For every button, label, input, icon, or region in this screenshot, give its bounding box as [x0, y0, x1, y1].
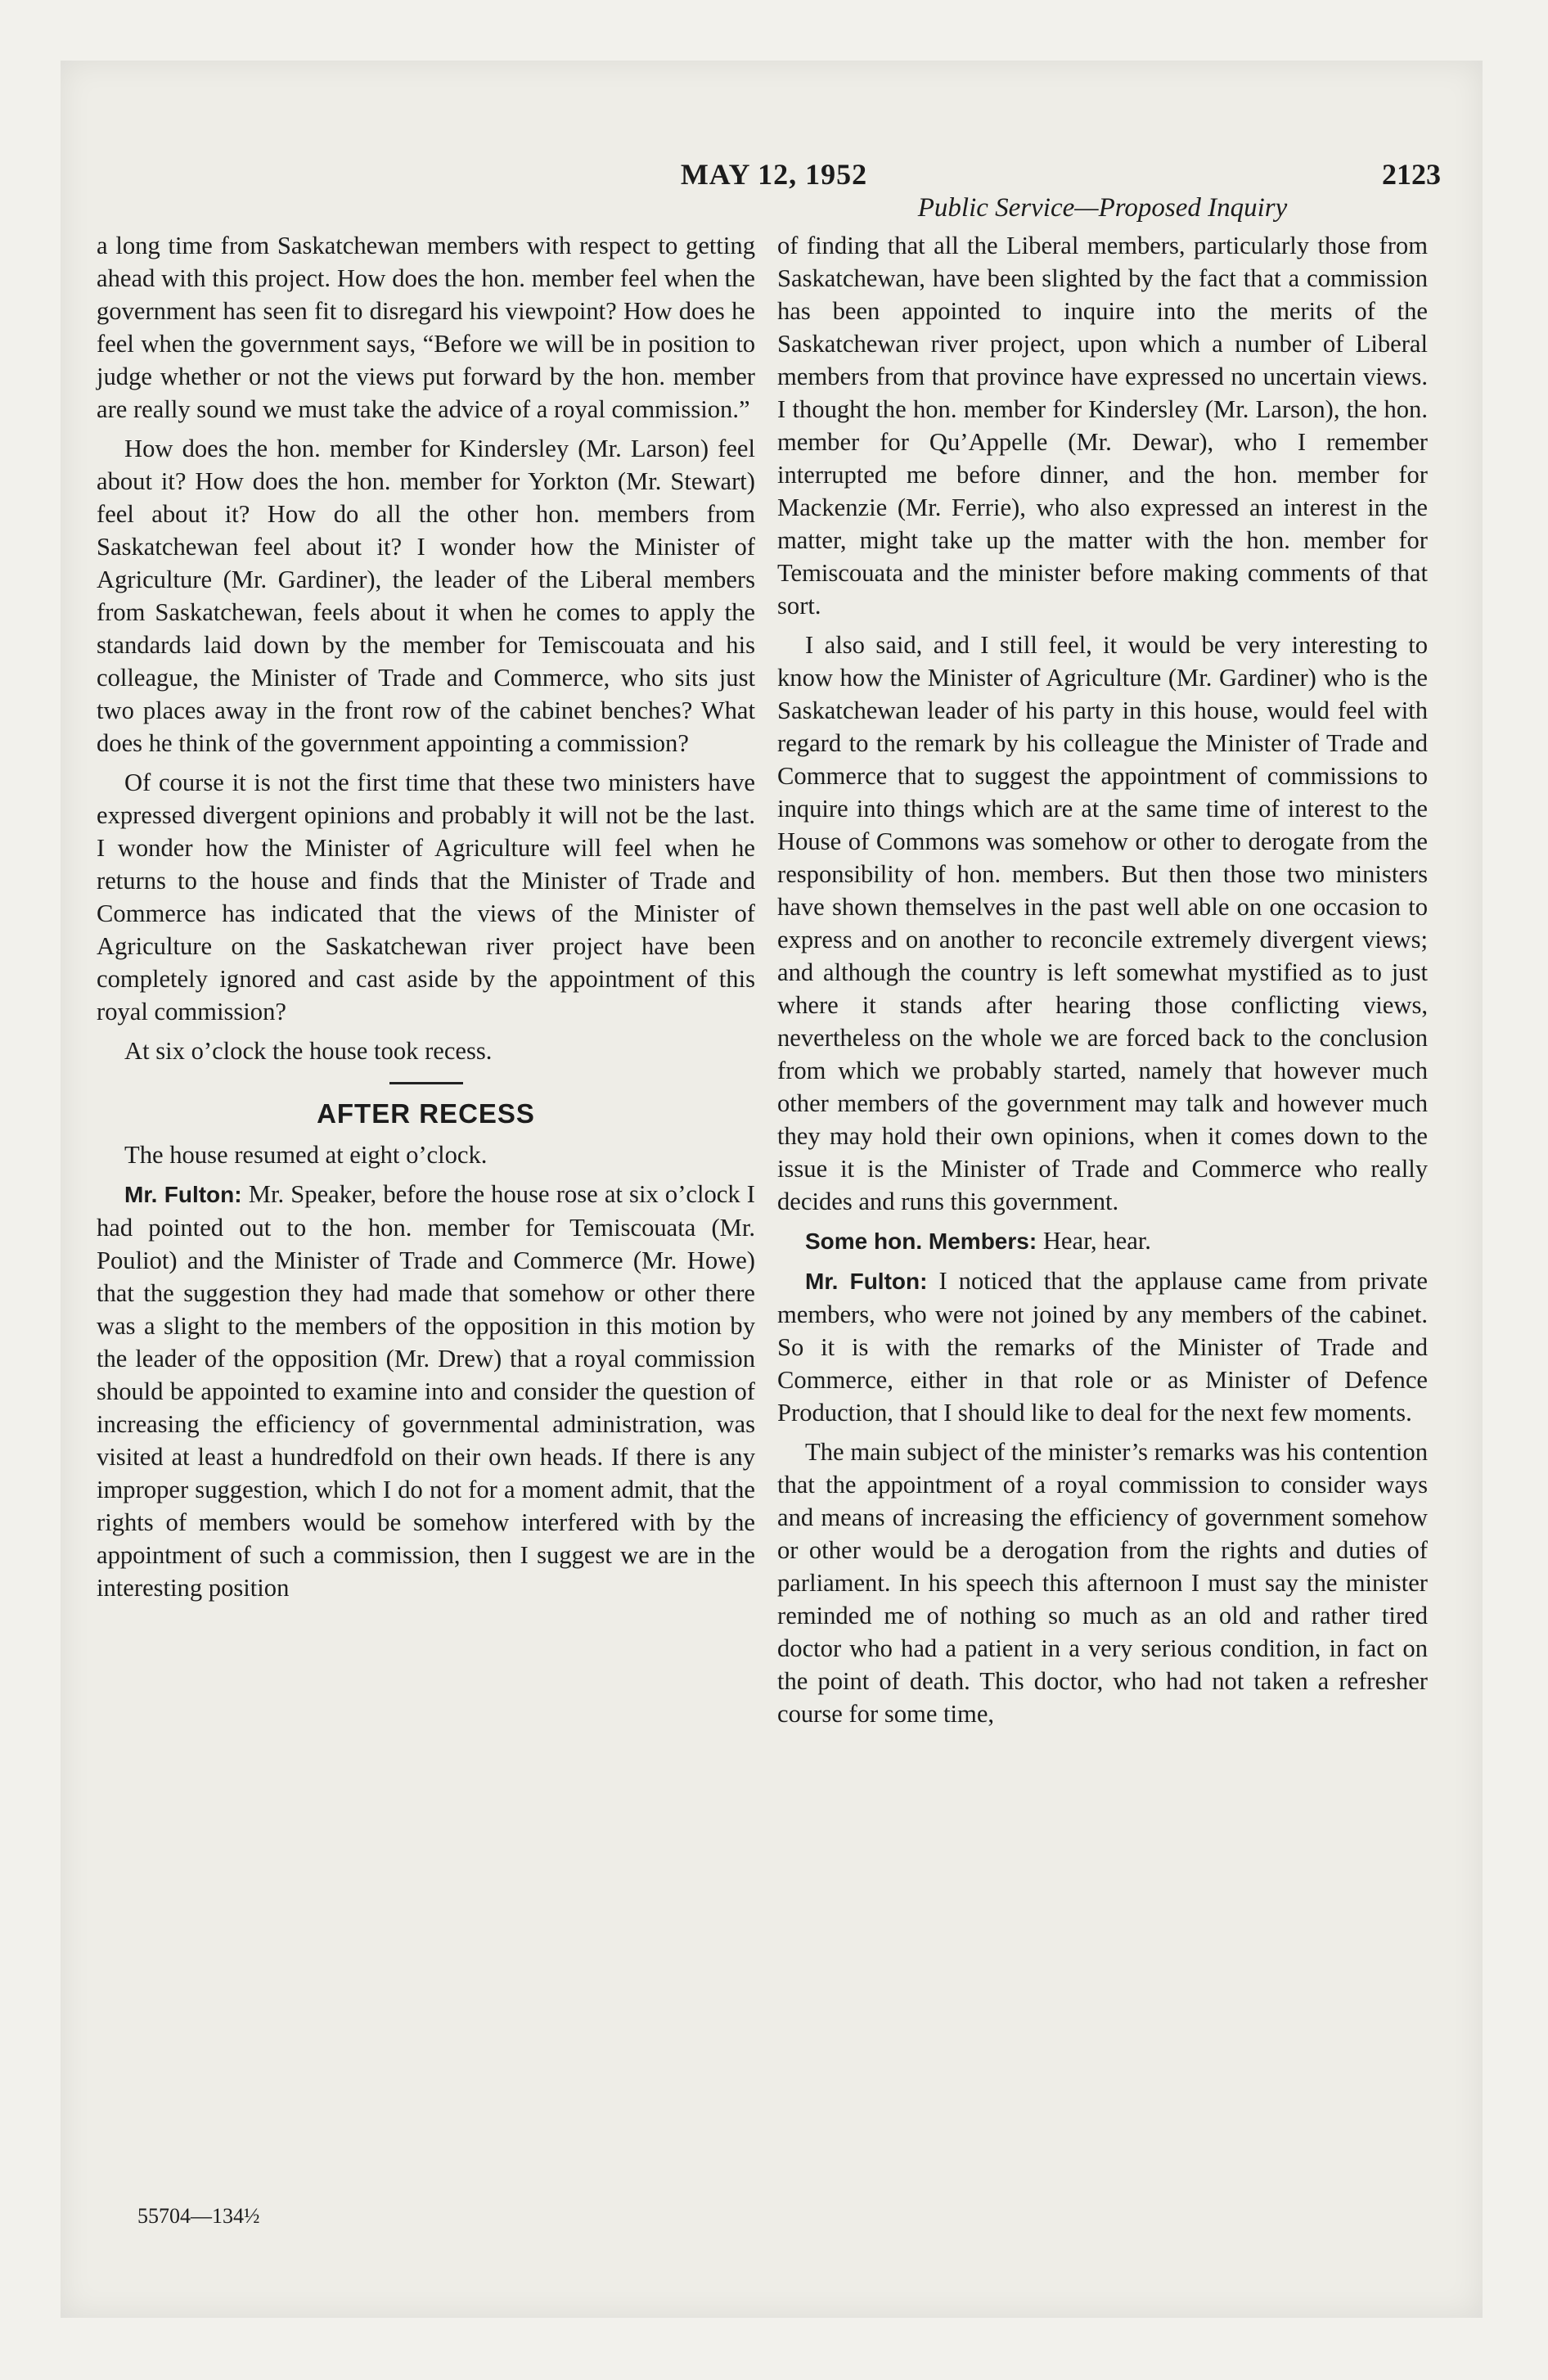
- footer-code: 55704—134½: [137, 2204, 260, 2228]
- page-number: 2123: [1382, 158, 1441, 191]
- left-paragraph-1: a long time from Saskatchewan members with respect to getting ahead with this project. How does the hon. member feel when the government has seen fit to disregard his viewpoint? How does he feel when the government says, “Before we will be in position to judge whether or not the views put forward by the hon. member are really sound we must take the advice of a royal commission.”: [97, 232, 755, 423]
- right-column: [777, 229, 1428, 1737]
- running-head: Public Service—Proposed Inquiry: [917, 193, 1288, 223]
- right-paragraph-members: [777, 1224, 1428, 1258]
- header-date: MAY 12, 1952: [680, 158, 868, 191]
- section-divider: [389, 1082, 463, 1084]
- speech-text: Mr. Speaker, before the house rose at six o’clock I had pointed out to the hon. member for Temiscouata (Mr. Pouliot) and the Minister of Trade and Commerce (Mr. Howe) that the suggestion they had made that somehow or other there was a slight to the members of the opposition in this motion by the leader of the opposition (Mr. Drew) that a royal commission should be appointed to examine into and consider the question of increasing the efficiency of governmental administration, was visited at least a hundredfold on their own heads. If there is any improper suggestion, which I do not for a moment admit, that the rights of members would be somehow interfered with by the appointment of such a commission, then I suggest we are in the interesting position: [97, 1180, 755, 1602]
- left-column: [97, 229, 755, 1611]
- recess-note: At six o’clock the house took recess.: [124, 1037, 493, 1065]
- resumed-note: The house resumed at eight o’clock.: [124, 1141, 488, 1169]
- right-paragraph-fulton: [777, 1264, 1428, 1429]
- left-paragraph-2: How does the hon. member for Kindersley (Mr. Larson) feel about it? How does the hon. member for Yorkton (Mr. Stewart) feel about it? How do all the other hon. members from Saskatchewan feel about it? I wonder how the Minister of Agriculture (Mr. Gardiner), the leader of the Liberal members from Saskatchewan, feels about it when he comes to apply the standards laid down by the member for Temiscouata and his colleague, the Minister of Trade and Commerce, who sits just two places away in the front row of the cabinet benches? What does he think of the government appointing a commission?: [97, 435, 755, 757]
- right-paragraph-2: I also said, and I still feel, it would be very interesting to know how the Minister of Agriculture (Mr. Gardiner) who is the Saskatchewan leader of his party in this house, would feel with regard to the remark by his colleague the Minister of Trade and Commerce that to suggest the appointment of commissions to inquire into things which are at the same time of interest to the House of Commons was somehow or other to derogate from the responsibility of hon. members. But then those two ministers have shown themselves in the past well able on one occasion to express and on another to reconcile extremely divergent views; and although the country is left somewhat mystified as to just where it stands after hearing those conflicting views, nevertheless on the whole we are forced back to the conclusion from which we probably started, namely that however much other members of the government may talk and however much they may hold their own opinions, when it comes down to the issue it is the Minister of Trade and Commerce who really decides and runs this government.: [777, 631, 1428, 1215]
- speaker-name: Mr. Fulton:: [124, 1182, 242, 1207]
- right-paragraph-1: of finding that all the Liberal members, particularly those from Saskatchewan, have been slighted by the fact that a commission has been appointed to inquire into the merits of the Saskatchewan river project, upon which a number of Liberal members from that province have expressed no uncertain views. I thought the hon. member for Kindersley (Mr. Larson), the hon. member for Qu’Appelle (Mr. Dewar), who I remember interrupted me before dinner, and the hon. member for Mackenzie (Mr. Ferrie), who also expressed an interest in the matter, might take up the matter with the hon. member for Temiscouata and the minister before making comments of that sort.: [777, 232, 1428, 620]
- right-paragraph-5: The main subject of the minister’s remarks was his contention that the appointment of a royal commission to consider ways and means of increasing the efficiency of government somehow or other would be a derogation from the rights and duties of parliament. In his speech this afternoon I must say the minister reminded me of nothing so much as an old and rather tired doctor who had a patient in a very serious condition, in fact on the point of death. This doctor, who had not taken a refresher course for some time,: [777, 1438, 1428, 1728]
- speech-text: I noticed that the applause came from private members, who were not joined by any members of the cabinet. So it is with the remarks of the Minister of Trade and Commerce, either in that role or as Minister of Defence Production, that I should like to deal for the next few moments.: [777, 1267, 1429, 1427]
- left-paragraph-fulton: [97, 1178, 755, 1604]
- speaker-name: Some hon. Members:: [805, 1228, 1037, 1254]
- left-paragraph-3: Of course it is not the first time that these two ministers have expressed divergent opinions and probably it will not be the last. I wonder how the Minister of Agriculture will feel when he returns to the house and finds that the Minister of Trade and Commerce has indicated that the views of the Minister of Agriculture on the Saskatchewan river project have been completely ignored and cast aside by the appointment of this royal commission?: [97, 769, 755, 1025]
- section-title: AFTER RECESS: [317, 1098, 535, 1129]
- speaker-name: Mr. Fulton:: [805, 1269, 928, 1294]
- speech-text: Hear, hear.: [1037, 1227, 1151, 1255]
